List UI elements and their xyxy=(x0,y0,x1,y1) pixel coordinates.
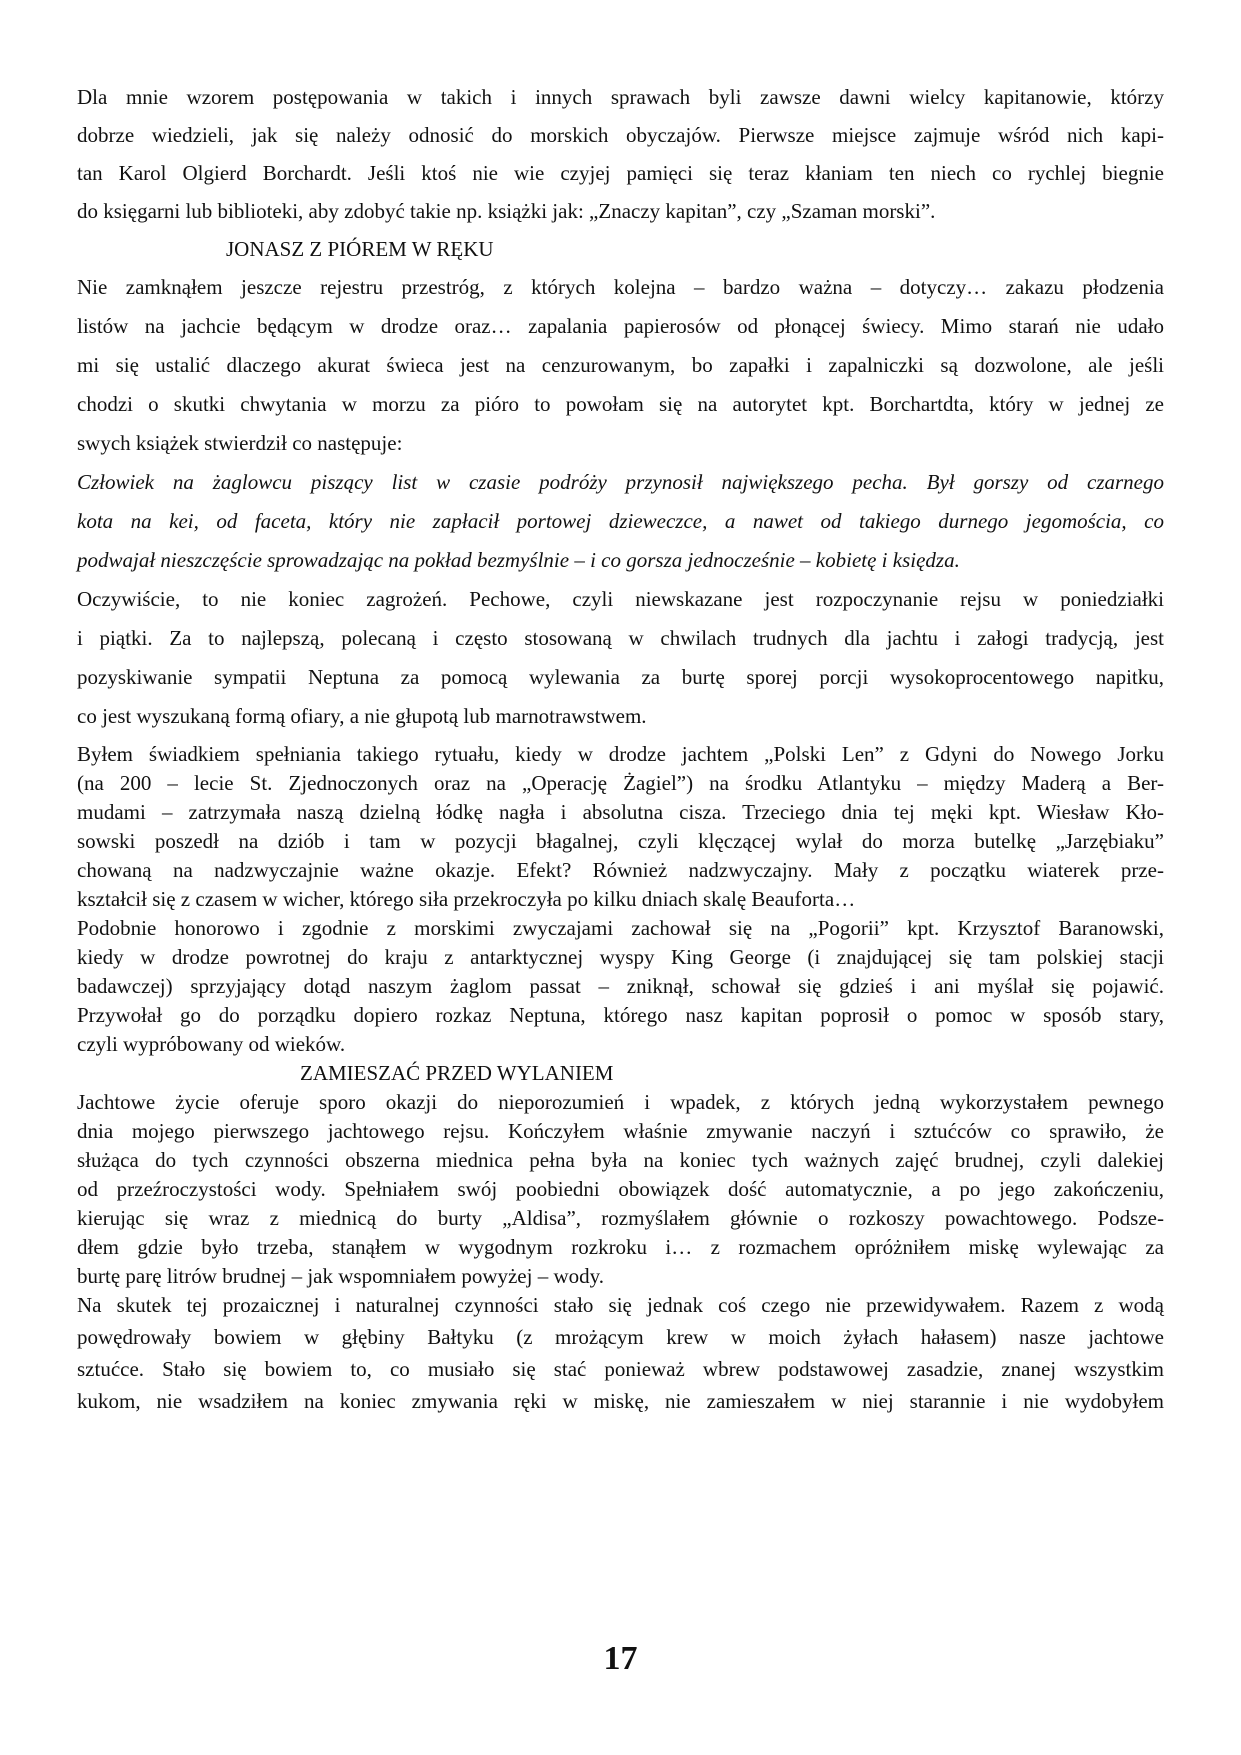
paragraph-line: Przywołał go do porządku dopiero rozkaz Neptuna, którego nasz kapitan poprosił o pomoc w sposób stary, xyxy=(77,1003,1164,1027)
paragraph-line: dłem gdzie było trzeba, stanąłem w wygodnym rozkroku i… z rozmachem opróżniłem miskę wylewając za xyxy=(77,1235,1164,1259)
paragraph-line: służąca do tych czynności obszerna miednica pełna była na koniec tych ważnych zajęć brudnej, czyli dalekiej xyxy=(77,1148,1164,1172)
page-number: 17 xyxy=(603,1640,638,1677)
quote-line: podwajał nieszczęście sprowadzając na pokład bezmyślnie – i co gorsza jednocześnie – kobietę i księdza. xyxy=(77,548,960,572)
paragraph-line: badawczej) sprzyjający dotąd naszym żaglom passat – zniknął, schował się gdzieś i ani myślał się pojawić. xyxy=(77,974,1164,998)
paragraph-line: mudami – zatrzymała naszą dzielną łódkę nagła i absolutna cisza. Trzeciego dnia tej męki kpt. Wiesław Kło- xyxy=(77,800,1164,824)
paragraph-line: sowski poszedł na dziób i tam w pozycji błagalnej, czyli klęczącej wylał do morza butelkę „Jarzębiaku” xyxy=(77,829,1164,853)
paragraph-line: Jachtowe życie oferuje sporo okazji do nieporozumień i wpadek, z których jedną wykorzystałem pewnego xyxy=(77,1090,1164,1114)
paragraph-line: Nie zamknąłem jeszcze rejestru przestróg, z których kolejna – bardzo ważna – dotyczy… zakazu płodzenia xyxy=(77,275,1164,299)
paragraph-line: i piątki. Za to najlepszą, polecaną i często stosowaną w chwilach trudnych dla jachtu i załogi tradycją, jest xyxy=(77,626,1164,650)
paragraph-line: kiedy w drodze powrotnej do kraju z antarktycznej wyspy King George (i znajdującej się tam polskiej stacji xyxy=(77,945,1164,969)
paragraph-line: od przeźroczystości wody. Spełniałem swój poobiedni obowiązek dość automatycznie, a po jego zakończeniu, xyxy=(77,1177,1164,1201)
paragraph-line: Podobnie honorowo i zgodnie z morskimi zwyczajami zachował się na „Pogorii” kpt. Krzysztof Baranowski, xyxy=(77,916,1164,940)
paragraph-line: pozyskiwanie sympatii Neptuna za pomocą wylewania za burtę sporej porcji wysokoprocentowego napitku, xyxy=(77,665,1164,689)
paragraph-line: Na skutek tej prozaicznej i naturalnej czynności stało się jednak coś czego nie przewidywałem. Razem z wodą xyxy=(77,1293,1164,1317)
paragraph-line: swych książek stwierdził co następuje: xyxy=(77,431,403,455)
paragraph-line: co jest wyszukaną formą ofiary, a nie głupotą lub marnotrawstwem. xyxy=(77,704,647,728)
paragraph-line: (na 200 – lecie St. Zjednoczonych oraz na „Operację Żagiel”) na środku Atlantyku – między Maderą a Ber- xyxy=(77,771,1164,795)
quote-line: Człowiek na żaglowcu piszący list w czasie podróży przynosił największego pecha. Był gorszy od czarnego xyxy=(77,470,1164,494)
paragraph-line: listów na jachcie będącym w drodze oraz… zapalania papierosów od płonącej świecy. Mimo starań nie udało xyxy=(77,314,1164,338)
quote-line: kota na kei, od faceta, który nie zapłacił portowej dzieweczce, a nawet od takiego durnego jegomościa, co xyxy=(77,509,1164,533)
section-heading: ZAMIESZAĆ PRZED WYLANIEM xyxy=(300,1061,614,1085)
paragraph-line: tan Karol Olgierd Borchardt. Jeśli ktoś nie wie czyjej pamięci się teraz kłaniam ten niech co rychlej biegnie xyxy=(77,161,1164,185)
paragraph-line: dobrze wiedzieli, jak się należy odnosić do morskich obyczajów. Pierwsze miejsce zajmuje wśród nich kapi- xyxy=(77,123,1164,147)
paragraph-line: chodzi o skutki chwytania w morzu za pióro to powołam się na autorytet kpt. Borchartdta, który w jednej ze xyxy=(77,392,1164,416)
paragraph-line: mi się ustalić dlaczego akurat świeca jest na cenzurowanym, bo zapałki i zapalniczki są dozwolone, ale jeśli xyxy=(77,353,1164,377)
paragraph-line: kształcił się z czasem w wicher, którego siła przekroczyła po kilku dniach skalę Beauforta… xyxy=(77,887,856,911)
paragraph-line: Byłem świadkiem spełniania takiego rytuału, kiedy w drodze jachtem „Polski Len” z Gdyni do Nowego Jorku xyxy=(77,742,1164,766)
paragraph-line: do księgarni lub biblioteki, aby zdobyć takie np. książki jak: „Znaczy kapitan”, czy „Szaman morski”. xyxy=(77,199,936,223)
paragraph-line: burtę parę litrów brudnej – jak wspomniałem powyżej – wody. xyxy=(77,1264,605,1288)
section-heading: JONASZ Z PIÓREM W RĘKU xyxy=(226,237,494,261)
paragraph-line: Oczywiście, to nie koniec zagrożeń. Pechowe, czyli niewskazane jest rozpoczynanie rejsu w poniedziałki xyxy=(77,587,1164,611)
paragraph-line: chowaną na nadzwyczajnie ważne okazje. Efekt? Również nadzwyczajny. Mały z początku wiaterek prze- xyxy=(77,858,1164,882)
paragraph-line: dnia mojego pierwszego jachtowego rejsu. Kończyłem właśnie zmywanie naczyń i sztućców co sprawiło, że xyxy=(77,1119,1164,1143)
paragraph-line: kukom, nie wsadziłem na koniec zmywania ręki w miskę, nie zamieszałem w niej starannie i nie wydobyłem xyxy=(77,1389,1164,1413)
paragraph-line: kierując się wraz z miednicą do burty „Aldisa”, rozmyślałem głównie o rozkoszy powachtowego. Podsze- xyxy=(77,1206,1164,1230)
paragraph-line: powędrowały bowiem w głębiny Bałtyku (z mrożącym krew w moich żyłach hałasem) nasze jachtowe xyxy=(77,1325,1164,1349)
paragraph-line: czyli wypróbowany od wieków. xyxy=(77,1032,346,1056)
paragraph-line: Dla mnie wzorem postępowania w takich i innych sprawach byli zawsze dawni wielcy kapitanowie, którzy xyxy=(77,85,1164,109)
paragraph-line: sztućce. Stało się bowiem to, co musiało się stać ponieważ wbrew podstawowej zasadzie, znanej wszystkim xyxy=(77,1357,1164,1381)
